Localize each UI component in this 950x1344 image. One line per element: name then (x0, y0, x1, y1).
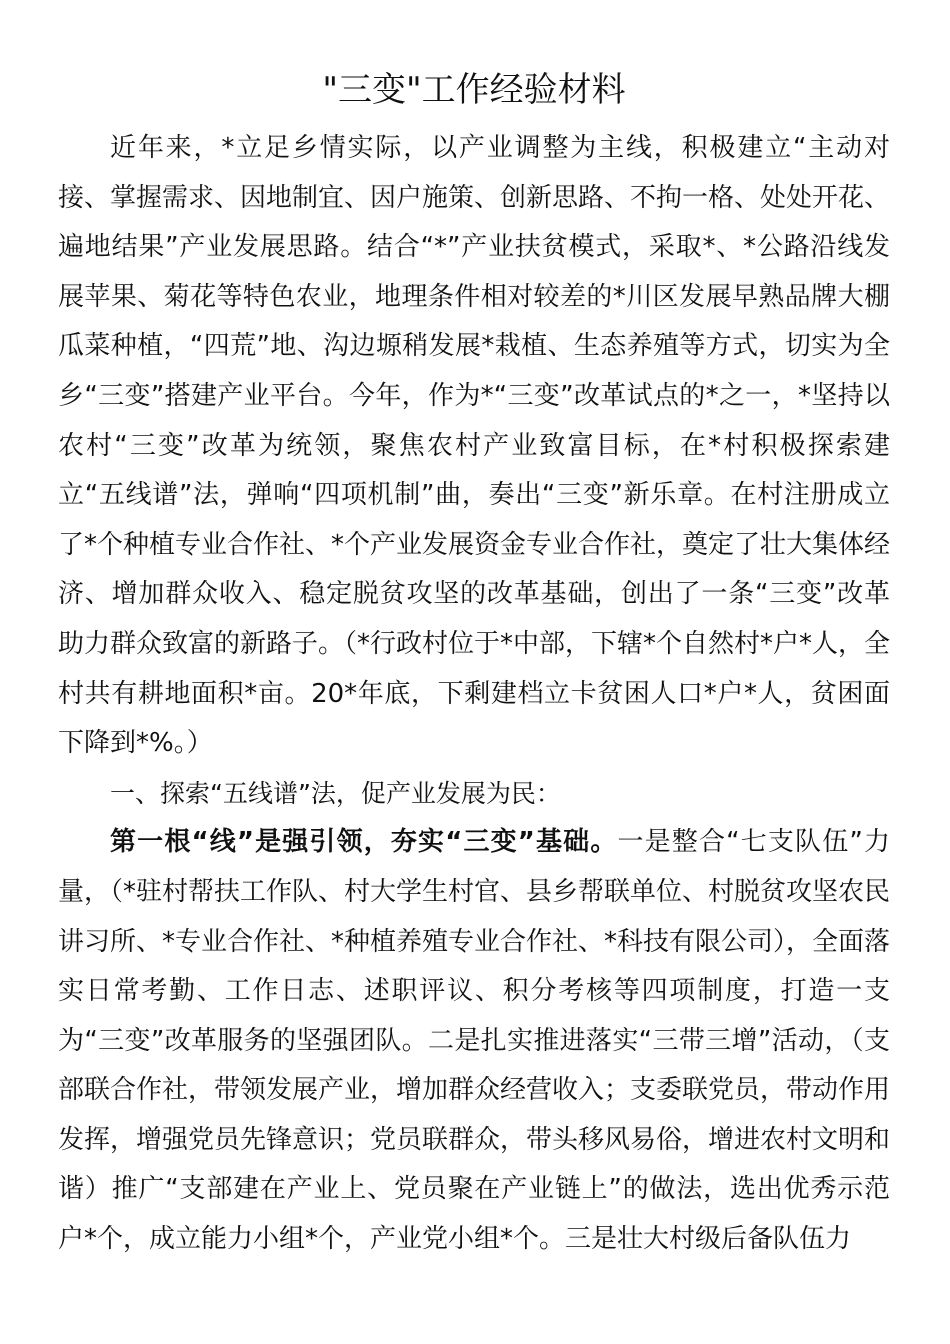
intro-paragraph: 近年来，*立足乡情实际，以产业调整为主线，积极建立“主动对接、掌握需求、因地制宜、因户施策、创新思路、不拘一格、处处开花、遍地结果”产业发展思路。结合“*”产业扶贫模式，采取*、*公路沿线发展苹果、菊花等特色农业，地理条件相对较差的*川区发展早熟品牌大棚瓜菜种植，“四荒”地、沟边塬稍发展*栽植、生态养殖等方式，切实为全乡“三变”搭建产业平台。今年，作为*“三变”改革试点的*之一，*坚持以农村“三变”改革为统领，聚焦农村产业致富目标，在*村积极探索建立“五线谱”法，弹响“四项机制”曲，奏出“三变”新乐章。在村注册成立了*个种植专业合作社、*个产业发展资金专业合作社，奠定了壮大集体经济、增加群众收入、稳定脱贫攻坚的改革基础，创出了一条“三变”改革助力群众致富的新路子。（*行政村位于*中部，下辖*个自然村*户*人，全村共有耕地面积*亩。20*年底，下剩建档立卡贫困人口*户*人，贫困面下降到*%。） (58, 133, 891, 759)
section-heading: 一、探索“五线谱”法，促产业发展为民： (110, 778, 561, 808)
subsection-bold-lead: 第一根“线”是强引领，夯实“三变”基础。 (110, 827, 618, 858)
subsection-body-text: 一是整合“七支队伍”力量，（*驻村帮扶工作队、村大学生村官、县乡帮联单位、村脱贫攻坚农民讲习所、*专业合作社、*种植养殖专业合作社、*科技有限公司），全面落实日常考勤、工作日志、述职评议、积分考核等四项制度，打造一支为“三变”改革服务的坚强团队。二是扎实推进落实“三带三增”活动，（支部联合作社，带领发展产业，增加群众经营收入；支委联党员，带动作用发挥，增强党员先锋意识；党员联群众，带头移风易俗，增进农村文明和谐）推广“支部建在产业上、党员聚在产业链上”的做法，选出优秀示范户*个，成立能力小组*个，产业党小组*个。三是壮大村级后备队伍力 (58, 827, 891, 1255)
document-page (58, 62, 890, 1265)
subsection-paragraph (58, 818, 890, 1264)
document-title: "三变"工作经验材料 (322, 70, 626, 110)
